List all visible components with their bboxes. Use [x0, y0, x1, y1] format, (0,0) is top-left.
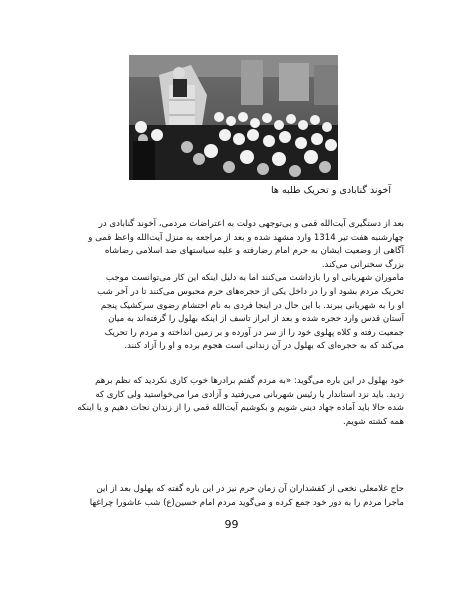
text-line: همه کشته شویم.	[342, 416, 404, 427]
text-line: چهارشنبه هفت تیر 1314 وارد مشهد شده و بعد از مراجعه به منزل آیت‌الله واعظ قمی و	[88, 232, 404, 243]
text-line: آگاهی از وضعیت ایشان به حرم امام رضارفته و علیه سیاستهای ضد اسلامی رضاشاه	[104, 246, 404, 257]
text-line: شده حالا باید آماده جهاد دینی شویم و بکوشیم آیت‌الله قمی را از زندان نجات دهیم و یا اینکه	[77, 403, 404, 414]
text-line: می‌کند که به حجره‌ای که بهلول در آن زندانی است هجوم برده و او را آزاد کنند.	[124, 341, 404, 352]
text-line: حاج غلامعلی نخعی از کفشداران آن زمان حرم نیز در این باره گفته که بهلول بعد از این	[96, 484, 404, 494]
text-line: بعد از دستگیری آیت‌الله قمی و بی‌توجهی دولت به اعتراضات مردمی، آخوند گنابادی در	[98, 219, 404, 229]
text-line: او را به شهربانی ببرند. با این حال در اینجا فردی به نام احتشام رضوی سرکشیک پنجم	[100, 300, 404, 311]
text-line: ماجرا مردم را به دور خود جمع کرده و می‌گوید مردم امام حسین(ع) شب عاشورا چراغها	[89, 497, 404, 508]
page-number: 99	[224, 518, 239, 531]
historical-photo	[129, 55, 338, 180]
text-line: آستان قدس وارد حجره شده و بعد از ابراز تاسف از اینکه بهلول را گرفته‌اند به میان	[108, 314, 404, 325]
paragraph-1	[58, 218, 404, 354]
text-line: زدید. باید نزد استاندار یا رئیس شهربانی می‌رفتید و آزادی مرا می‌خواستید ولی کاری که	[95, 389, 404, 400]
text-line: بزرگ سخنرانی می‌کند.	[321, 259, 404, 270]
historical-gathering-photo-icon	[129, 55, 338, 180]
paragraph-2	[58, 375, 404, 429]
paragraph-3	[58, 483, 404, 510]
text-line: جمعیت رفته و کلاه پهلوی خود را از سر در آورده و بر زمین انداخته و مردم را تحریک	[104, 327, 404, 338]
text-line: تحریک مردم بشود او را در داخل یکی از حجره‌های حرم محبوس می‌کنند تا در آخر شب	[97, 286, 404, 297]
text-line: خود بهلول در این باره می‌گوید: «به مردم گفتم برادرها خوب کاری نکردید که نظم برهم	[95, 376, 404, 386]
text-line: ماموران شهربانی او را بازداشت می‌کنند اما به دلیل اینکه این کار می‌توانست موجب	[105, 273, 404, 284]
photo-caption: آخوند گنابادی و تحریک طلبه ها	[271, 185, 391, 196]
